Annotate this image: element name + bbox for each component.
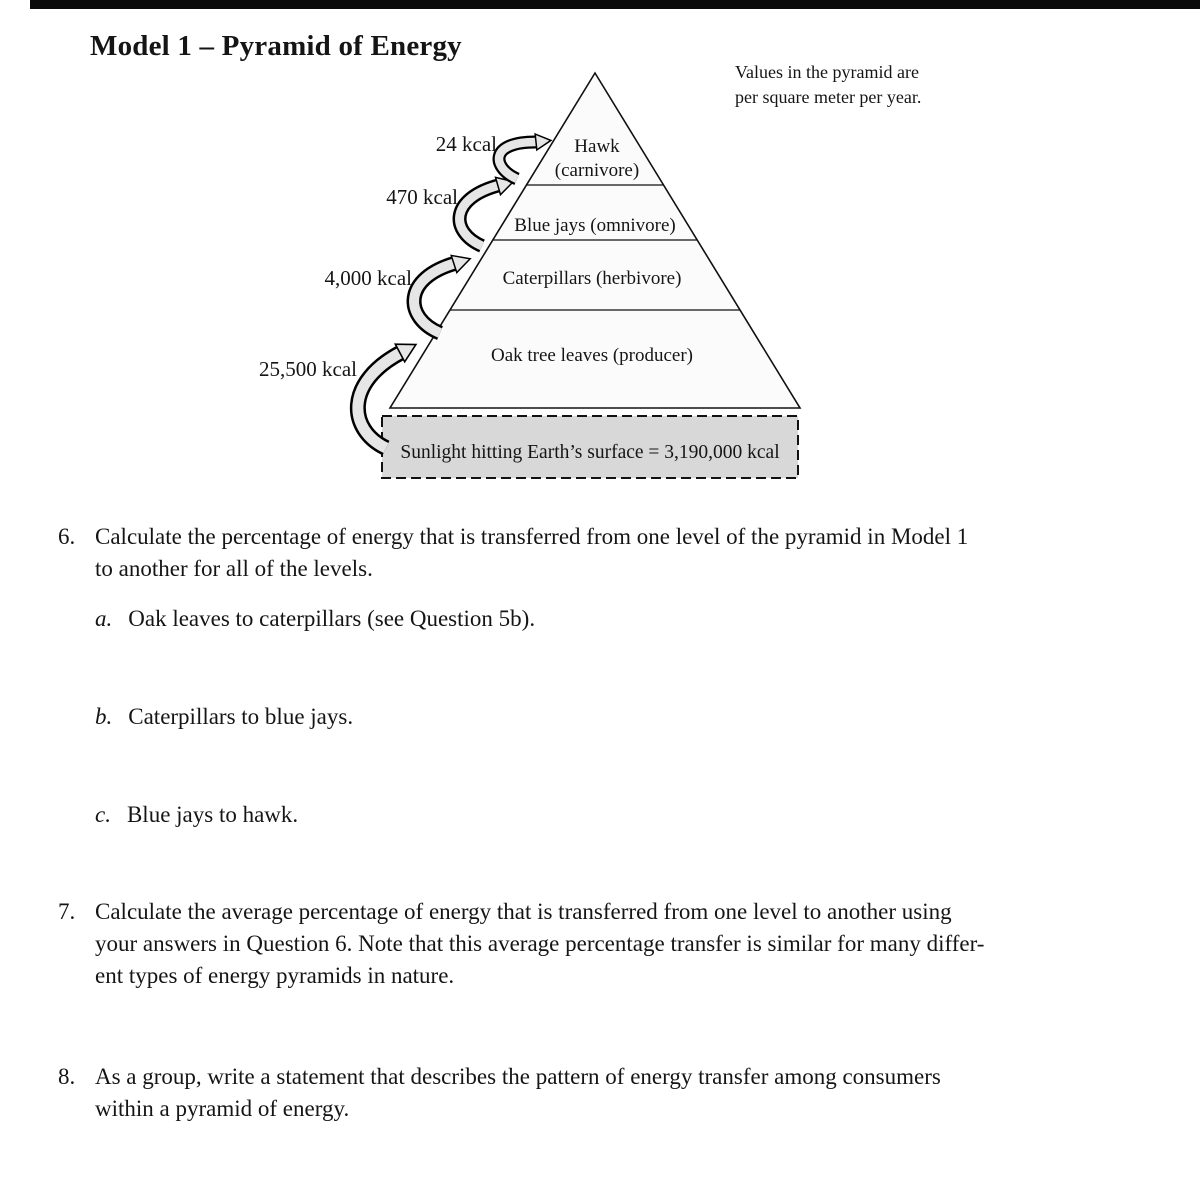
- question-text-line: to another for all of the levels.: [95, 556, 373, 581]
- sunlight-label: Sunlight hitting Earth’s surface = 3,190,000 kcal: [400, 442, 780, 463]
- subquestion-letter: c.: [95, 802, 111, 827]
- question-7: [58, 896, 984, 992]
- question-text: [95, 1061, 941, 1125]
- question-8: [58, 1061, 941, 1125]
- question-number: 6.: [58, 524, 76, 549]
- sunlight-box: [382, 416, 798, 478]
- subquestion-letter: b.: [95, 704, 113, 729]
- question-text-line: within a pyramid of energy.: [95, 1096, 350, 1121]
- question-number: 7.: [58, 899, 76, 924]
- level-label-bluejays: Blue jays (omnivore): [514, 215, 676, 236]
- subquestion-letter: a.: [95, 606, 113, 631]
- kcal-label-470: 470 kcal: [386, 185, 458, 209]
- question-6: [58, 521, 968, 585]
- subquestion-text: Oak leaves to caterpillars (see Question 5b).: [128, 606, 536, 631]
- question-text: [95, 896, 984, 992]
- energy-pyramid-diagram: [0, 0, 1200, 500]
- question-text-line: your answers in Question 6. Note that this average percentage transfer is similar for many differ-: [95, 931, 985, 956]
- kcal-label-4000: 4,000 kcal: [324, 266, 412, 290]
- question-6b: [95, 701, 353, 733]
- question-6a: [95, 603, 535, 635]
- level-label-hawk-sub: (carnivore): [554, 160, 640, 181]
- kcal-label-24: 24 kcal: [435, 132, 497, 156]
- model-title: Model 1 – Pyramid of Energy: [90, 30, 462, 62]
- question-text-line: Calculate the percentage of energy that is transferred from one level of the pyramid in Model 1: [95, 524, 969, 549]
- question-text: [95, 521, 968, 585]
- pyramid-note-line: Values in the pyramid are: [735, 62, 919, 82]
- kcal-label-25500: 25,500 kcal: [259, 357, 357, 381]
- subquestion-text: Caterpillars to blue jays.: [128, 704, 354, 729]
- question-text-line: ent types of energy pyramids in nature.: [95, 963, 455, 988]
- pyramid-note-line: per square meter per year.: [735, 87, 922, 107]
- question-6c: [95, 799, 298, 831]
- subquestion-text: Blue jays to hawk.: [126, 802, 299, 827]
- level-label-hawk: Hawk: [574, 136, 620, 157]
- question-number: 8.: [58, 1064, 76, 1089]
- question-text-line: Calculate the average percentage of energy that is transferred from one level to another using: [95, 899, 952, 924]
- level-label-caterpillars: Caterpillars (herbivore): [502, 268, 682, 289]
- level-label-oakleaves: Oak tree leaves (producer): [490, 345, 694, 366]
- question-text-line: As a group, write a statement that describes the pattern of energy transfer among consumers: [95, 1064, 941, 1089]
